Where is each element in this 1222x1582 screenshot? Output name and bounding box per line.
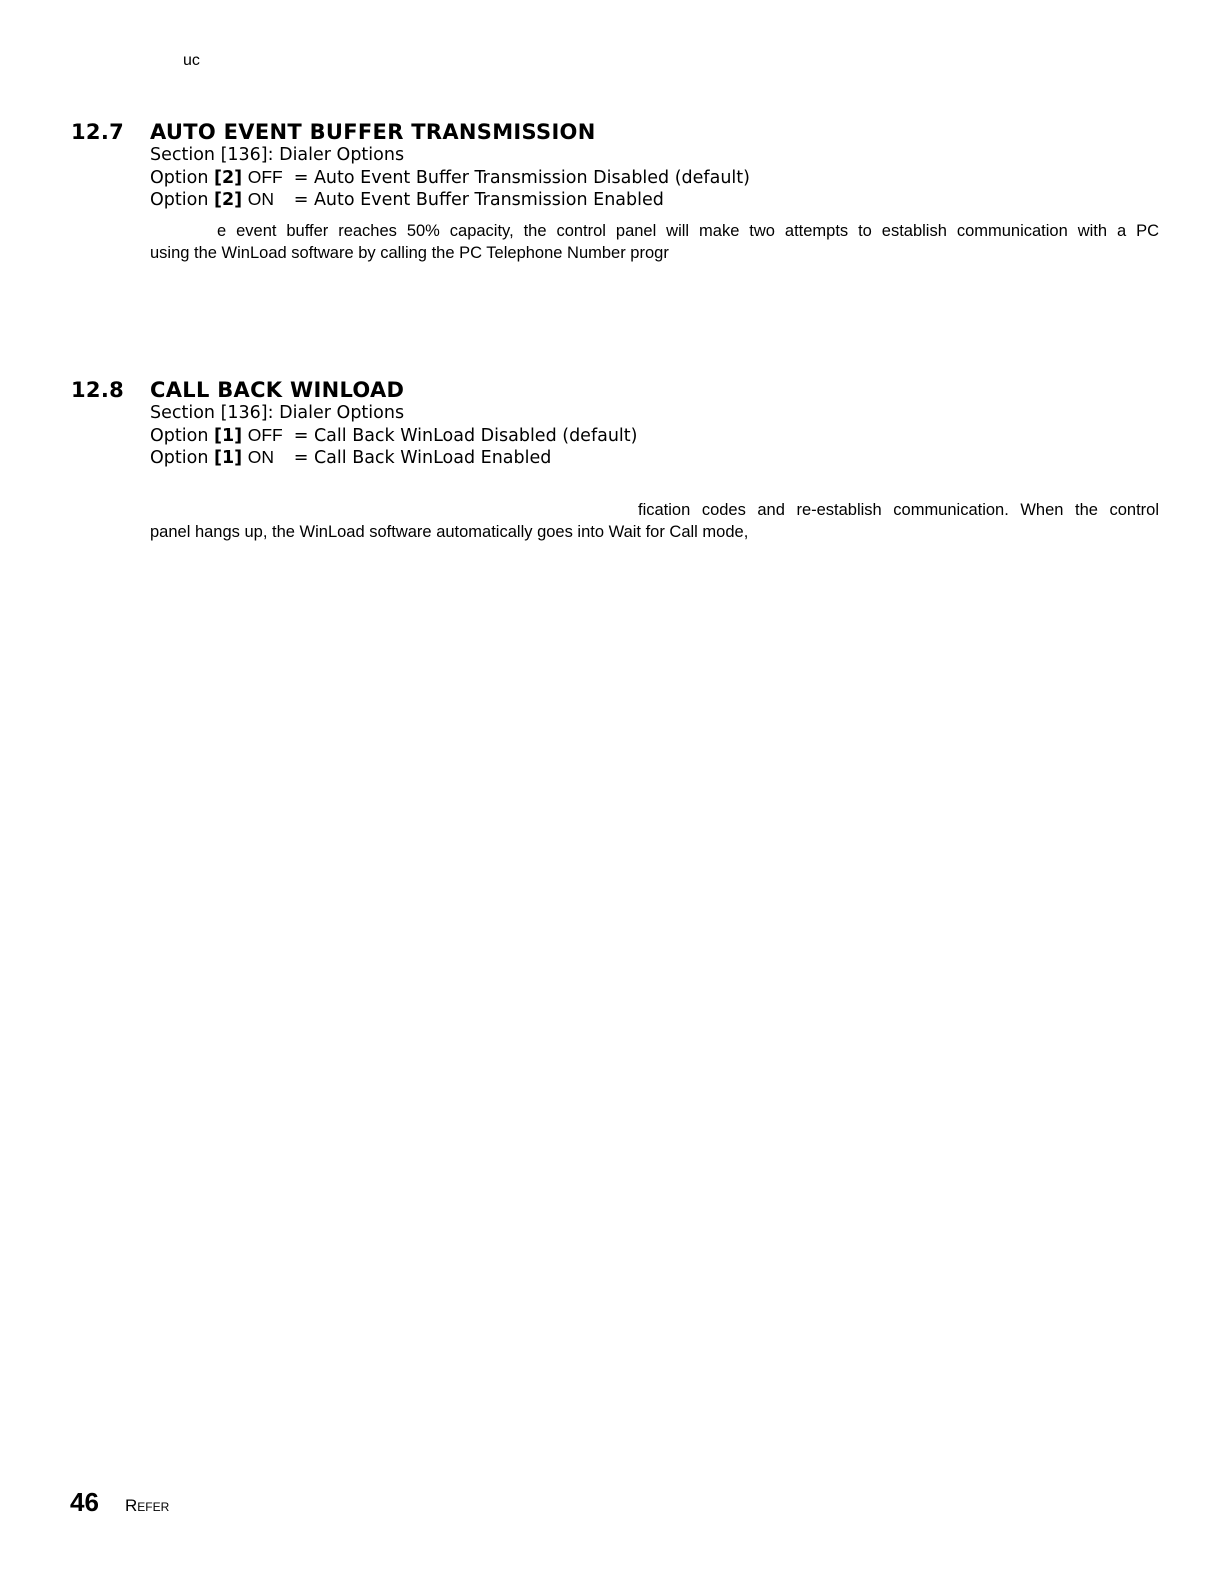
option-prefix: Option <box>150 448 214 468</box>
option-number: [2] <box>213 168 243 188</box>
option-state: ON <box>247 189 274 209</box>
option-prefix: Option <box>150 190 214 210</box>
option-prefix: Option <box>150 168 214 188</box>
section-reference: Section [136]: Dialer Options <box>150 145 405 165</box>
paragraph-line: fication codes and re-establish communication. When the control <box>638 501 1159 519</box>
option-state: OFF <box>247 167 283 187</box>
paragraph-line: e event buffer reaches 50% capacity, the control panel will make two attempts to establish communication with a PC <box>217 222 1159 240</box>
option-state: OFF <box>247 425 283 445</box>
paragraph-line: panel hangs up, the WinLoad software automatically goes into Wait for Call mode, <box>150 523 749 541</box>
option-description: = Auto Event Buffer Transmission Disabled (default) <box>293 168 750 188</box>
section-title: CALL BACK WINLOAD <box>150 378 405 402</box>
option-line <box>150 425 637 446</box>
option-description: = Auto Event Buffer Transmission Enabled <box>293 190 664 210</box>
option-description: = Call Back WinLoad Enabled <box>293 448 552 468</box>
header-fragment: uc <box>183 52 200 69</box>
option-description: = Call Back WinLoad Disabled (default) <box>293 426 638 446</box>
section-number: 12.8 <box>71 378 125 402</box>
section-paragraph <box>150 220 1159 264</box>
footer-text: Refer <box>125 1496 170 1515</box>
section-number: 12.7 <box>71 120 125 144</box>
option-number: [1] <box>213 426 243 446</box>
section-title: AUTO EVENT BUFFER TRANSMISSION <box>150 120 596 144</box>
option-number: [2] <box>213 190 243 210</box>
option-line <box>150 167 750 188</box>
section-paragraph <box>150 499 1159 543</box>
paragraph-line: using the WinLoad software by calling the PC Telephone Number progr <box>150 244 669 262</box>
option-line <box>150 189 664 210</box>
option-state: ON <box>247 447 274 467</box>
option-number: [1] <box>213 448 243 468</box>
section-reference: Section [136]: Dialer Options <box>150 403 405 423</box>
option-line <box>150 447 551 468</box>
option-prefix: Option <box>150 426 214 446</box>
page-number: 46 <box>70 1487 99 1517</box>
